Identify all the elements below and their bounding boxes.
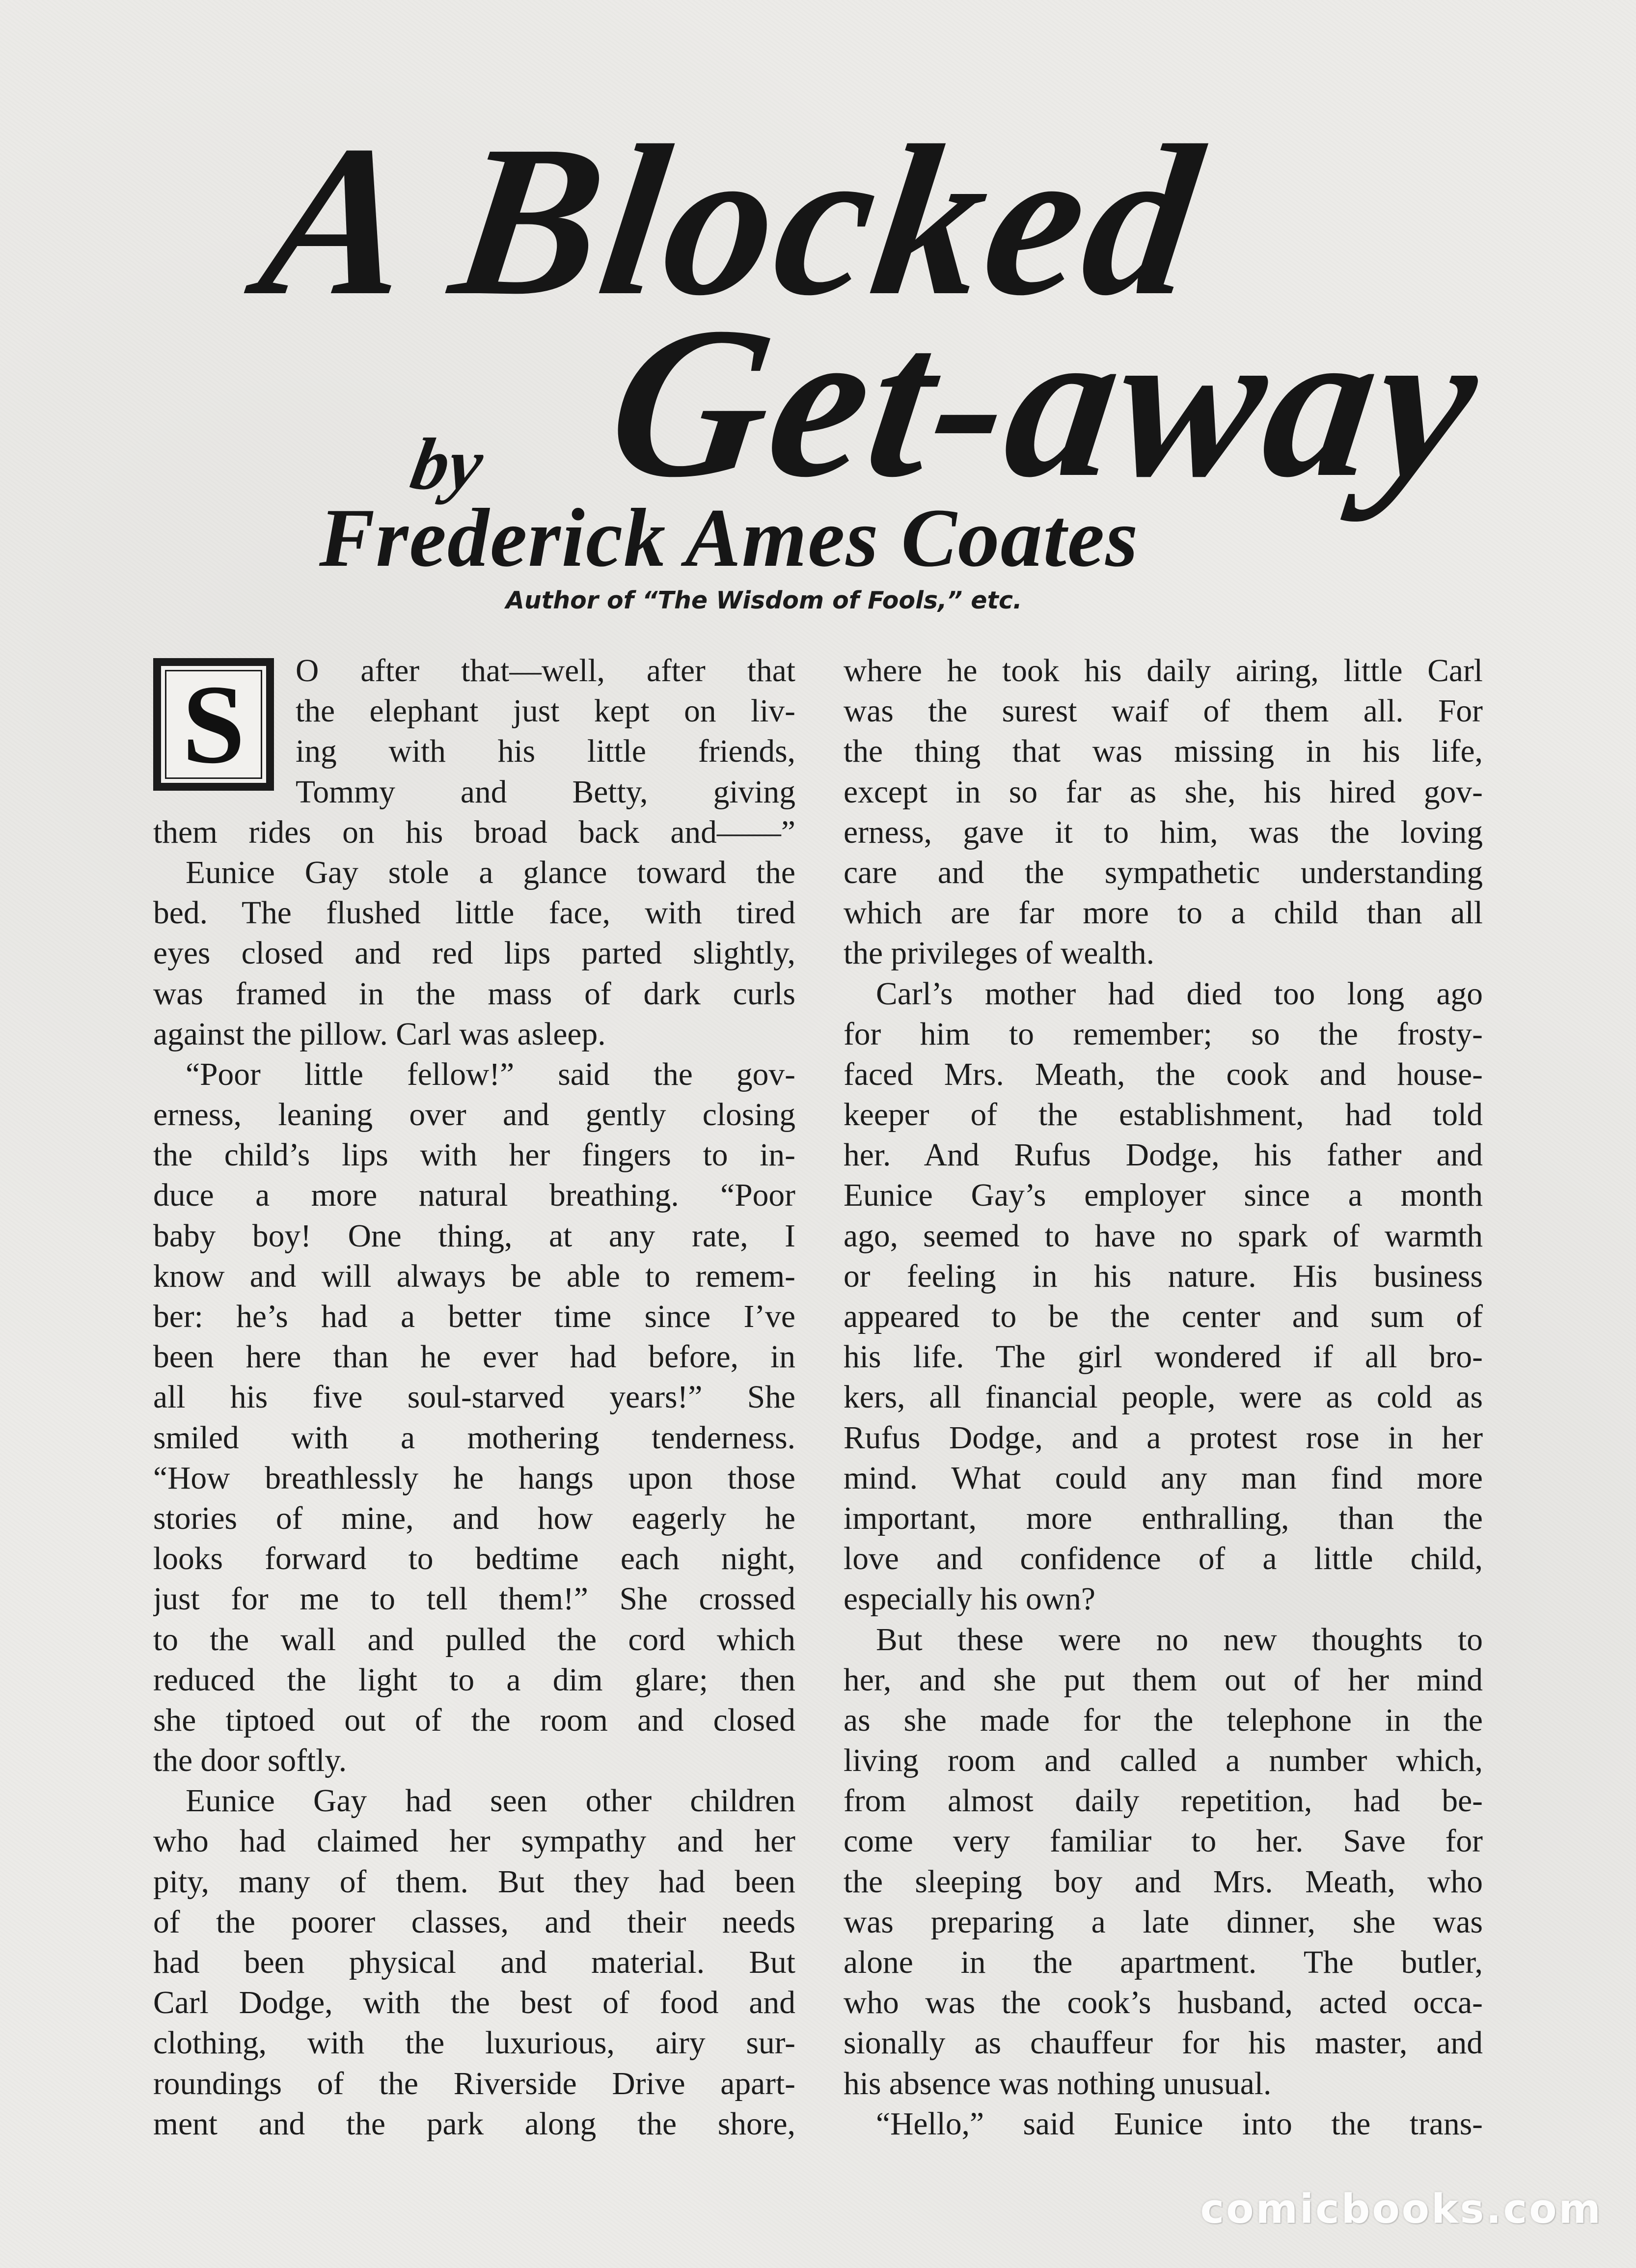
text-line: kers, all financial people, were as cold as	[844, 1380, 1483, 1415]
text-line: keeper of the establishment, had told	[844, 1097, 1483, 1133]
text-line: them rides on his broad back and——”	[153, 814, 795, 850]
text-line: all his five soul-starved years!” She	[153, 1380, 795, 1415]
text-line: ago, seemed to have no spark of warmth	[844, 1218, 1483, 1254]
text-line: as she made for the telephone in the	[844, 1702, 1483, 1738]
text-line: the thing that was missing in his life,	[844, 734, 1483, 770]
text-line: bed. The flushed little face, with tired	[153, 895, 795, 931]
text-line: know and will always be able to remem-	[153, 1258, 795, 1294]
text-line: “How breathlessly he hangs upon those	[153, 1460, 795, 1496]
drop-cap-letter: S	[182, 662, 245, 787]
text-line: O after that—well, after that	[296, 653, 795, 689]
text-line: of the poorer classes, and their needs	[153, 1904, 795, 1940]
author-credit: Author of “The Wisdom of Fools,” etc.	[506, 586, 1022, 614]
text-line: Carl’s mother had died too long ago	[876, 976, 1483, 1012]
text-line: ber: he’s had a better time since I’ve	[153, 1299, 795, 1334]
right-column	[844, 651, 1483, 2144]
text-line: to the wall and pulled the cord which	[153, 1622, 795, 1658]
text-line: Eunice Gay stole a glance toward the	[186, 855, 795, 890]
text-line: pity, many of them. But they had been	[153, 1864, 795, 1900]
text-line: her, and she put them out of her mind	[844, 1662, 1483, 1698]
text-line: love and confidence of a little child,	[844, 1541, 1483, 1577]
text-line: was the surest waif of them all. For	[844, 693, 1483, 729]
text-line: ing with his little friends,	[296, 734, 795, 770]
text-line: who was the cook’s husband, acted occa-	[844, 1985, 1483, 2021]
text-line: the child’s lips with her fingers to in-	[153, 1137, 795, 1173]
text-line: looks forward to bedtime each night,	[153, 1541, 795, 1577]
text-line: eyes closed and red lips parted slightly,	[153, 936, 795, 971]
text-line: was framed in the mass of dark curls	[153, 976, 795, 1012]
text-line: living room and called a number which,	[844, 1743, 1483, 1779]
story-title-line-2: Get-away	[597, 283, 1494, 522]
text-line: the elephant just kept on liv-	[296, 693, 795, 729]
text-line: smiled with a mothering tenderness.	[153, 1420, 795, 1456]
text-line: especially his own?	[844, 1581, 1095, 1617]
text-line: had been physical and material. But	[153, 1945, 795, 1980]
text-line: baby boy! One thing, at any rate, I	[153, 1218, 795, 1254]
story-title-line-1: A Blocked	[248, 101, 1215, 340]
text-line: ment and the park along the shore,	[153, 2106, 795, 2142]
text-line: or feeling in his nature. His business	[844, 1258, 1483, 1294]
text-line: his absence was nothing unusual.	[844, 2066, 1272, 2102]
text-line: alone in the apartment. The butler,	[844, 1945, 1483, 1980]
text-line: erness, gave it to him, was the loving	[844, 814, 1483, 850]
text-line: been here than he ever had before, in	[153, 1339, 795, 1375]
text-line: Eunice Gay’s employer since a month	[844, 1178, 1483, 1214]
text-line: she tiptoed out of the room and closed	[153, 1702, 795, 1738]
text-line: sionally as chauffeur for his master, and	[844, 2025, 1483, 2061]
text-line: her. And Rufus Dodge, his father and	[844, 1137, 1483, 1173]
byline-by: by	[405, 423, 490, 505]
text-line: “Hello,” said Eunice into the trans-	[876, 2106, 1483, 2142]
text-line: the privileges of wealth.	[844, 936, 1154, 971]
text-line: just for me to tell them!” She crossed	[153, 1581, 795, 1617]
text-line: Rufus Dodge, and a protest rose in her	[844, 1420, 1483, 1456]
text-line: reduced the light to a dim glare; then	[153, 1662, 795, 1698]
text-line: Tommy and Betty, giving	[296, 774, 795, 810]
left-column	[153, 651, 795, 2144]
text-line: for him to remember; so the frosty-	[844, 1016, 1483, 1052]
text-line: where he took his daily airing, little Carl	[844, 653, 1483, 689]
text-line: from almost daily repetition, had be-	[844, 1783, 1483, 1819]
text-line: erness, leaning over and gently closing	[153, 1097, 795, 1133]
text-line: except in so far as she, his hired gov-	[844, 774, 1483, 810]
text-line: duce a more natural breathing. “Poor	[153, 1178, 795, 1214]
text-line: which are far more to a child than all	[844, 895, 1483, 931]
site-watermark: comicbooks.com	[1200, 2186, 1603, 2233]
text-line: But these were no new thoughts to	[876, 1622, 1483, 1658]
text-line: was preparing a late dinner, she was	[844, 1904, 1483, 1940]
text-line: the sleeping boy and Mrs. Meath, who	[844, 1864, 1483, 1900]
text-line: Carl Dodge, with the best of food and	[153, 1985, 795, 2021]
text-line: care and the sympathetic understanding	[844, 855, 1483, 890]
text-line: mind. What could any man find more	[844, 1460, 1483, 1496]
text-line: appeared to be the center and sum of	[844, 1299, 1483, 1334]
text-line: against the pillow. Carl was asleep.	[153, 1016, 606, 1052]
text-line: “Poor little fellow!” said the gov-	[186, 1056, 795, 1092]
text-line: roundings of the Riverside Drive apart-	[153, 2066, 795, 2102]
text-line: the door softly.	[153, 1743, 347, 1779]
text-line: come very familiar to her. Save for	[844, 1824, 1483, 1859]
text-line: who had claimed her sympathy and her	[153, 1824, 795, 1859]
text-line: stories of mine, and how eagerly he	[153, 1500, 795, 1536]
text-line: his life. The girl wondered if all bro-	[844, 1339, 1483, 1375]
text-line: Eunice Gay had seen other children	[186, 1783, 795, 1819]
author-name: Frederick Ames Coates	[319, 492, 1139, 584]
text-line: faced Mrs. Meath, the cook and house-	[844, 1056, 1483, 1092]
text-line: clothing, with the luxurious, airy sur-	[153, 2025, 795, 2061]
text-line: important, more enthralling, than the	[844, 1500, 1483, 1536]
